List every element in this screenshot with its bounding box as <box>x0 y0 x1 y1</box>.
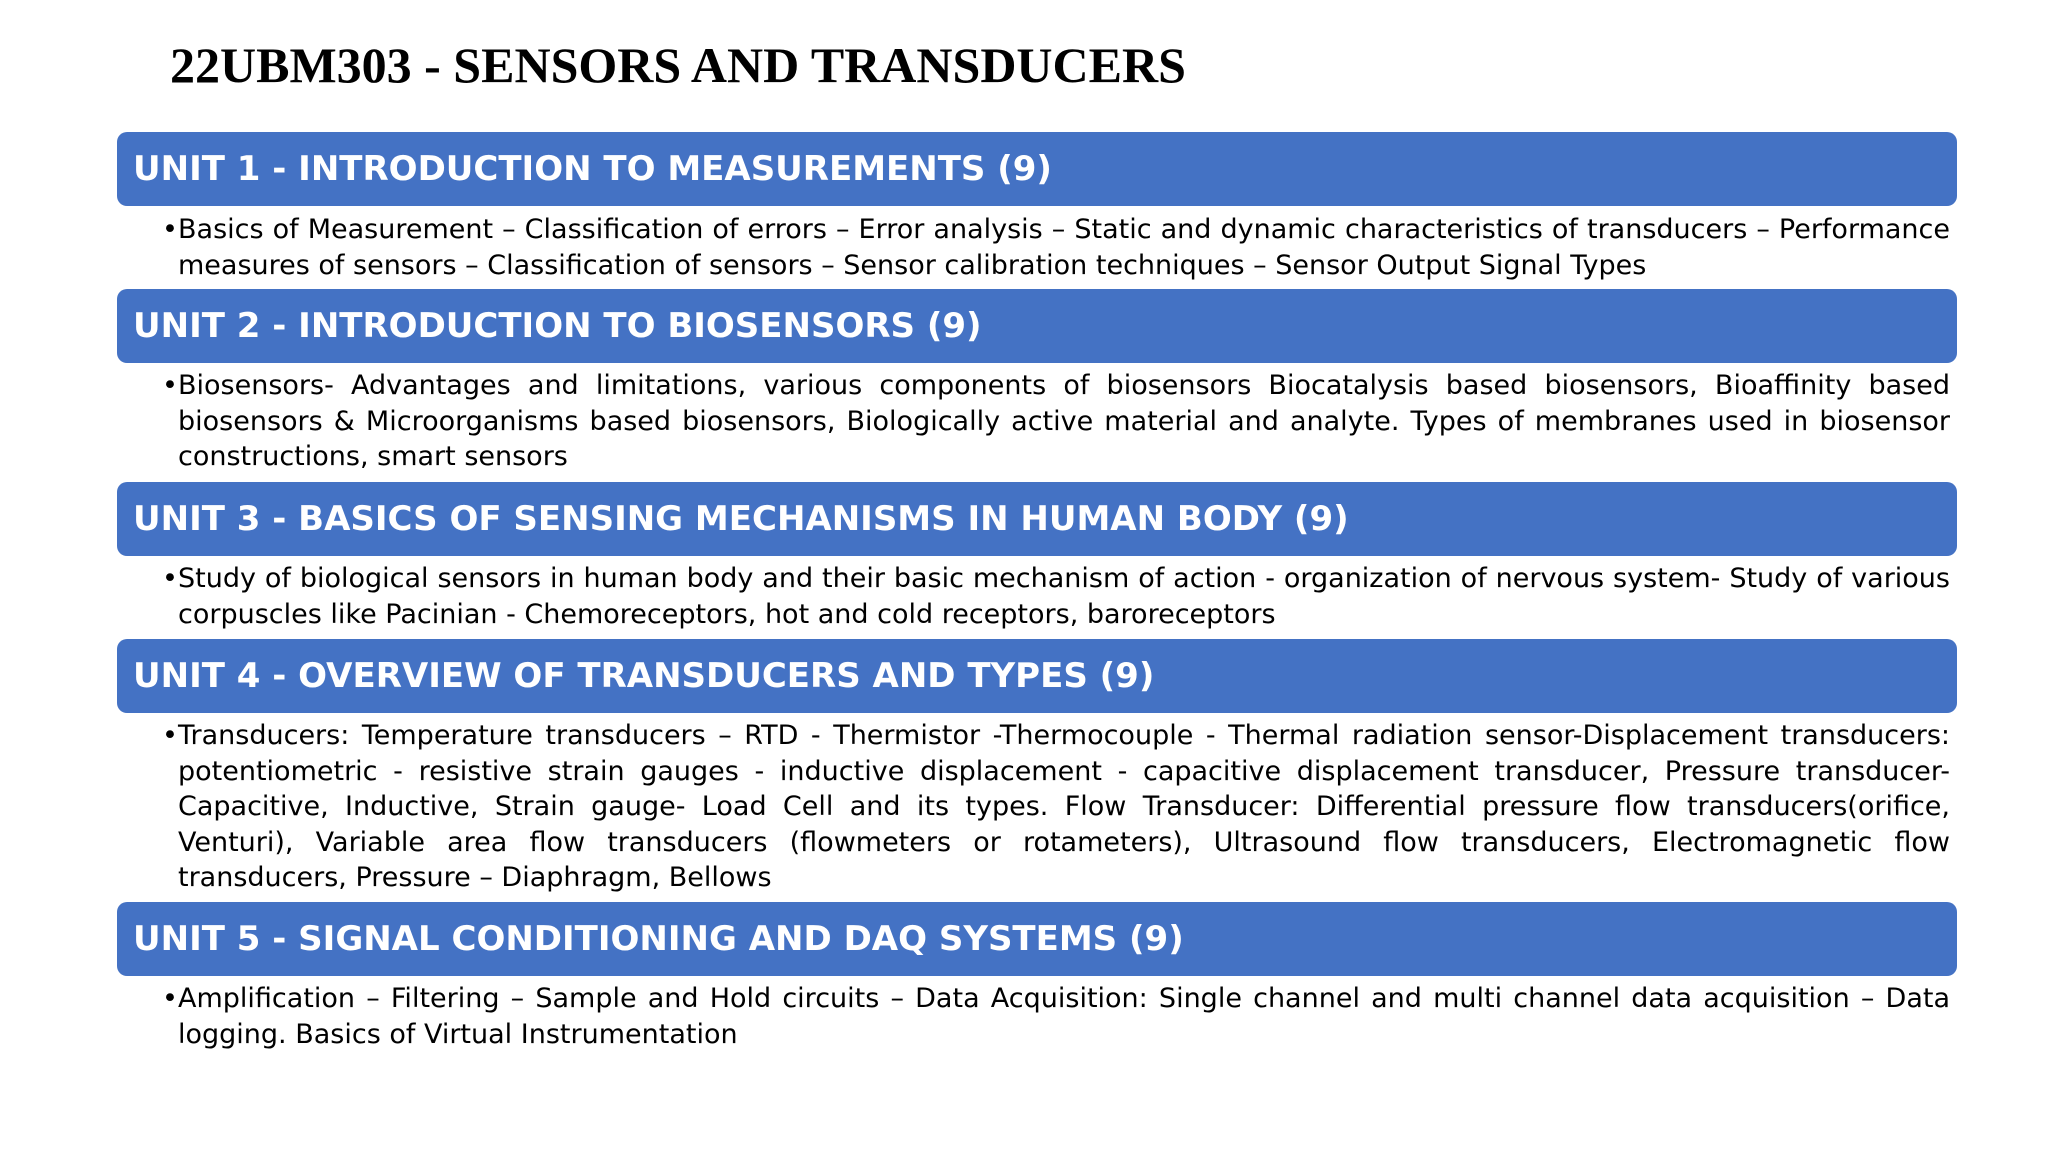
bullet-icon: • <box>162 720 178 751</box>
unit-3-content <box>162 561 1950 632</box>
unit-2-description: Biosensors- Advantages and limitations, various components of biosensors Biocatalysis based biosensors, Bioaffinity based biosensors & Microorganisms based biosensors, Biologically active material and analyte. Types of membranes used in biosensor constructions, smart sensors <box>178 370 1950 472</box>
bullet-icon: • <box>162 214 178 245</box>
page-title: 22UBM303 - SENSORS AND TRANSDUCERS <box>170 37 1186 93</box>
bullet-icon: • <box>162 563 178 594</box>
unit-3-heading: UNIT 3 - BASICS OF SENSING MECHANISMS IN HUMAN BODY (9) <box>117 482 1957 556</box>
unit-3-description: Study of biological sensors in human body and their basic mechanism of action - organization of nervous system- Study of various corpuscles like Pacinian - Chemoreceptors, hot and cold receptors, baroreceptors <box>178 563 1950 630</box>
unit-1-heading: UNIT 1 - INTRODUCTION TO MEASUREMENTS (9) <box>117 132 1957 206</box>
unit-2-heading: UNIT 2 - INTRODUCTION TO BIOSENSORS (9) <box>117 289 1957 363</box>
bullet-icon: • <box>162 370 178 401</box>
unit-5-description: Amplification – Filtering – Sample and Hold circuits – Data Acquisition: Single channel and multi channel data acquisition – Data logging. Basics of Virtual Instrumentation <box>178 983 1950 1050</box>
unit-5-content <box>162 981 1950 1052</box>
unit-5-heading: UNIT 5 - SIGNAL CONDITIONING AND DAQ SYSTEMS (9) <box>117 902 1957 976</box>
unit-4-description: Transducers: Temperature transducers – RTD - Thermistor -Thermocouple - Thermal radiation sensor-Displacement transducers: potentiometric - resistive strain gauges - inductive displacement - capacitive displacement transducer, Pressure transducer-Capacitive, Inductive, Strain gauge- Load Cell and its types. Flow Transducer: Differential pressure flow transducers(orifice, Venturi), Variable area flow transducers (flowmeters or rotameters), Ultrasound flow transducers, Electromagnetic flow transducers, Pressure – Diaphragm, Bellows <box>178 720 1950 893</box>
unit-1-content <box>162 212 1950 283</box>
unit-4-content <box>162 718 1950 896</box>
bullet-icon: • <box>162 983 178 1014</box>
unit-2-content <box>162 368 1950 475</box>
unit-4-heading: UNIT 4 - OVERVIEW OF TRANSDUCERS AND TYPES (9) <box>117 639 1957 713</box>
unit-1-description: Basics of Measurement – Classification of errors – Error analysis – Static and dynamic characteristics of transducers – Performance measures of sensors – Classification of sensors – Sensor calibration techniques – Sensor Output Signal Types <box>178 214 1950 281</box>
